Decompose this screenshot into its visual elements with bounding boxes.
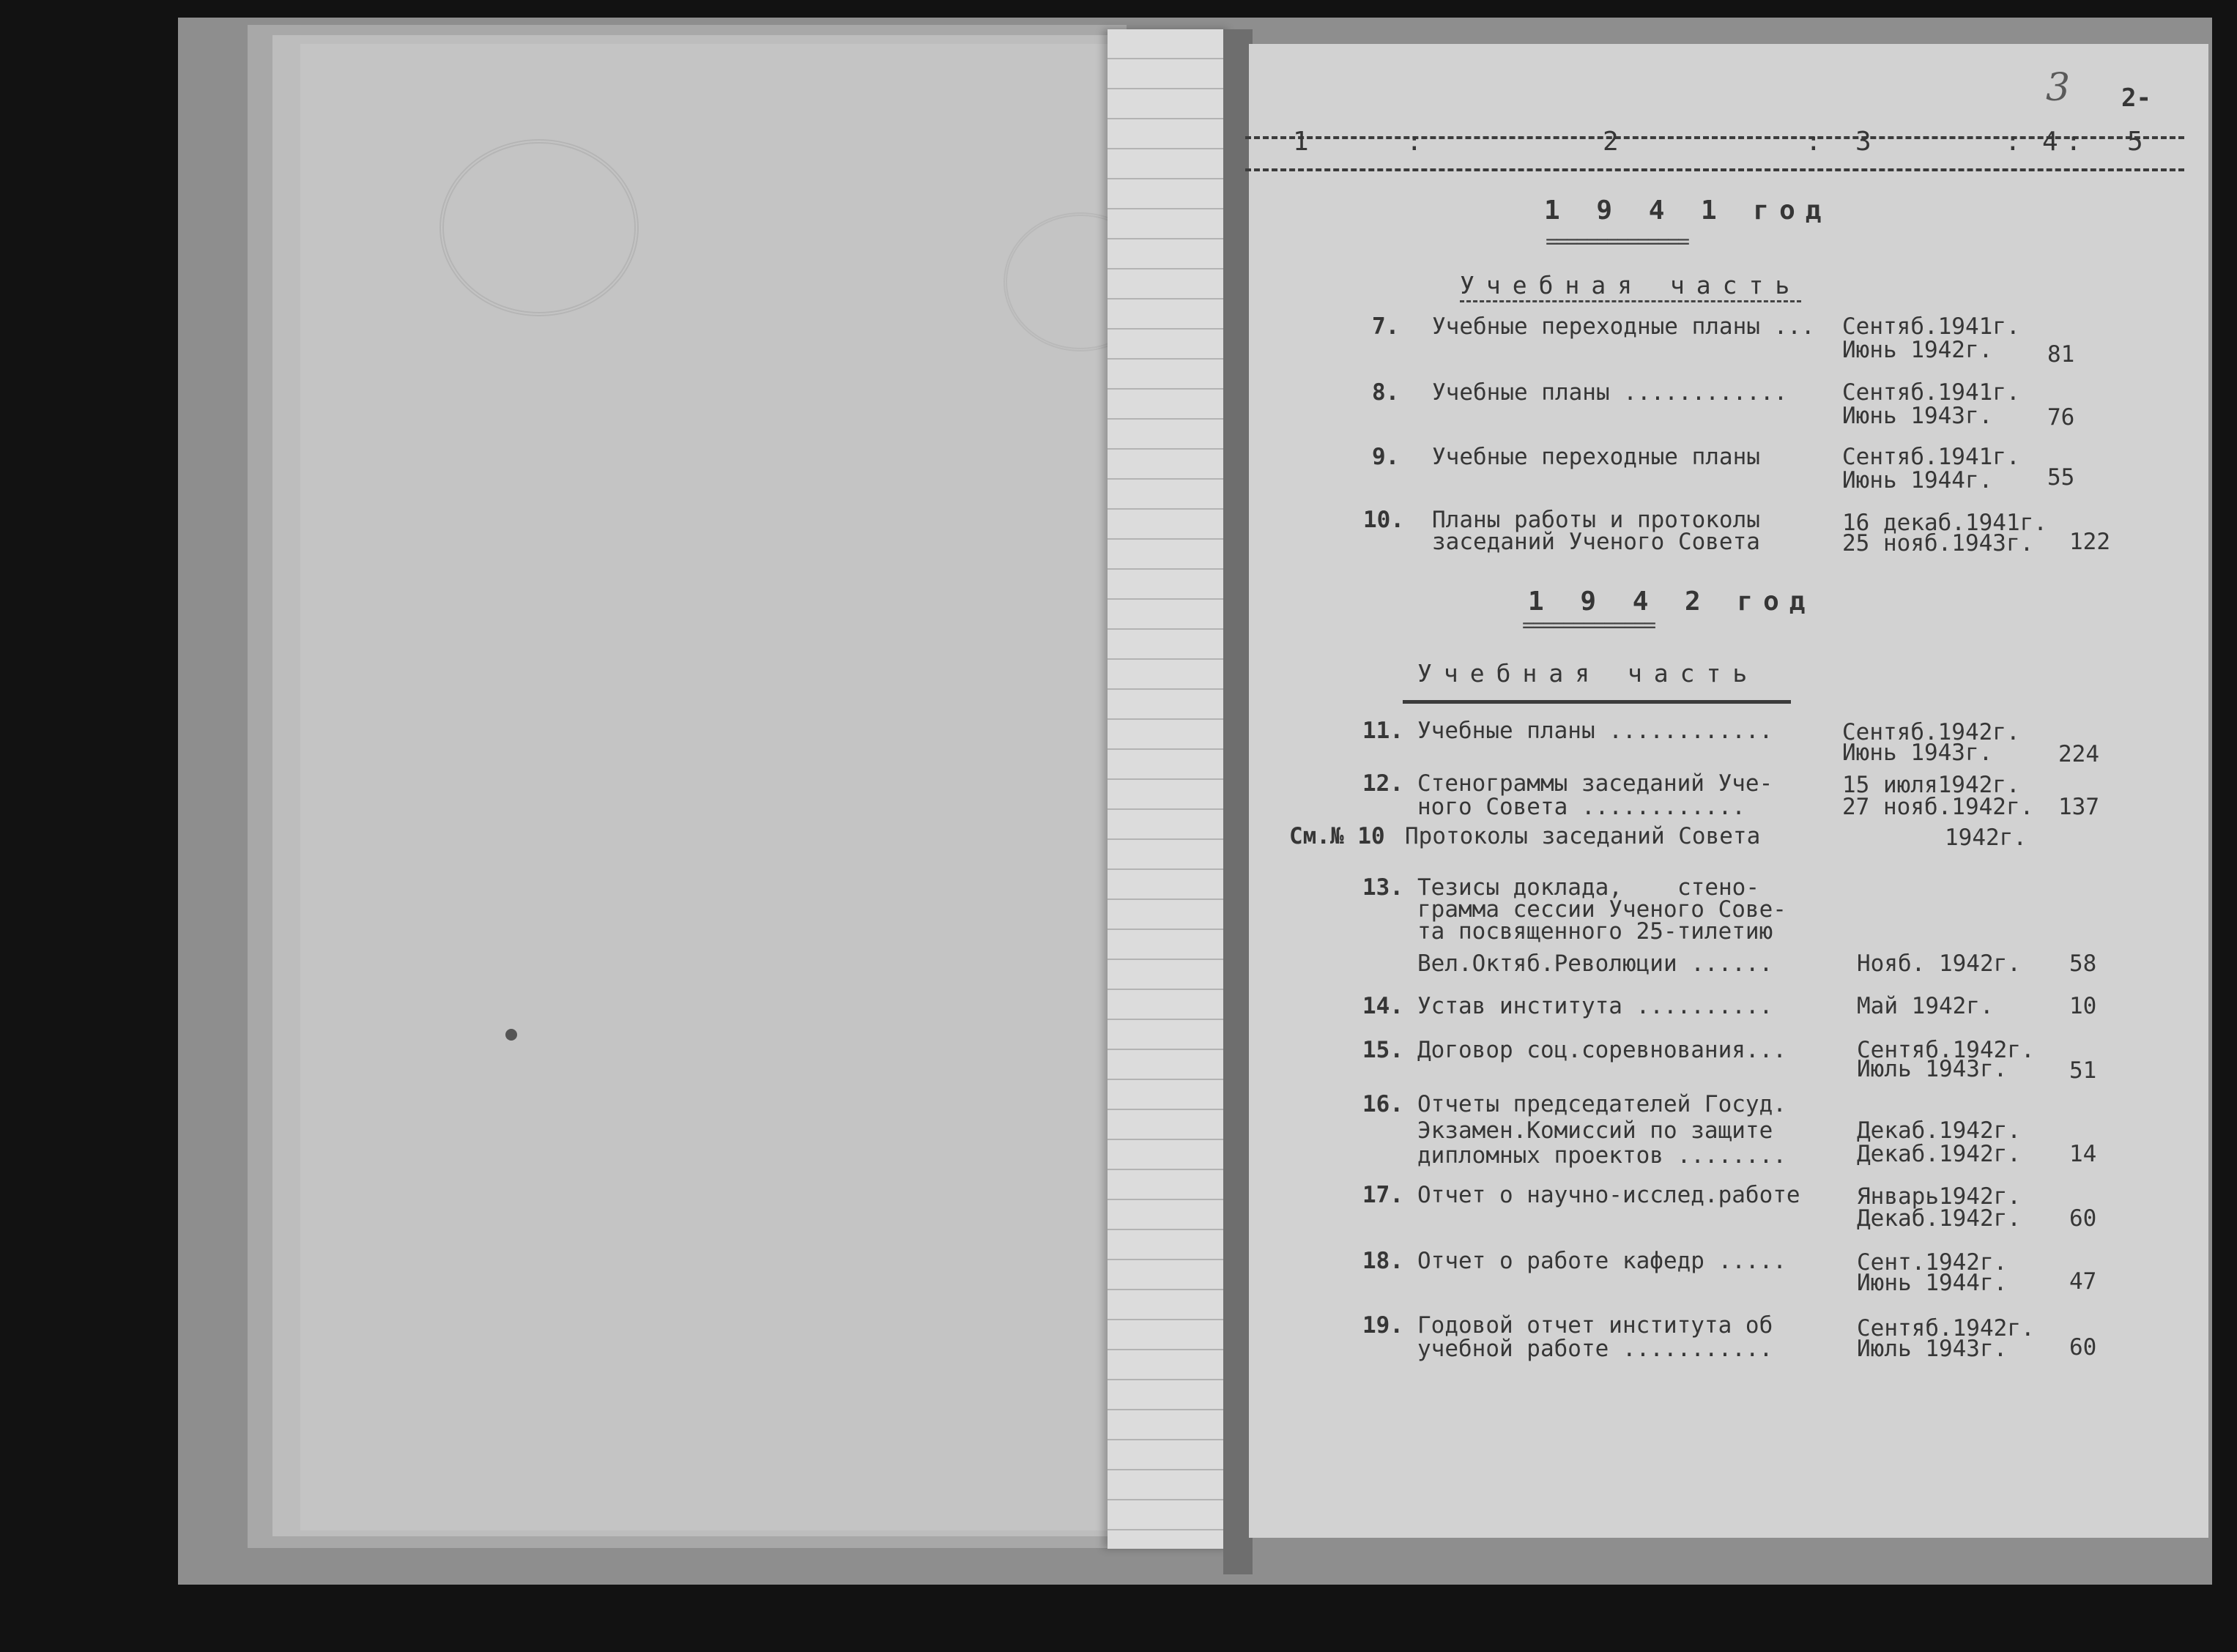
entry-sheets: 122 (2069, 529, 2110, 555)
column-1: 1 (1293, 127, 1309, 157)
entry-title: Годовой отчет института об (1417, 1312, 1773, 1339)
header-rule-bottom (1245, 168, 2184, 171)
entry-sheets: 137 (2058, 794, 2099, 820)
entry-sheets: 224 (2058, 741, 2099, 767)
entry-number: 7. (1372, 313, 1400, 340)
entry-date-end: 25 нояб.1943г. (1842, 530, 2034, 557)
section-underline (1403, 700, 1791, 704)
section-heading-1942: Учебная часть (1417, 659, 1759, 688)
entry-number: 10. (1363, 507, 1404, 533)
entry-title: Учебные переходные планы ... (1432, 313, 1815, 340)
entry-title-cont: грамма сессии Ученого Сове- (1417, 896, 1787, 923)
entry-date-start: Январь1942г. (1857, 1183, 2021, 1210)
section-heading-1941: Учебная часть (1460, 272, 1801, 302)
entry-number: 18. (1362, 1248, 1403, 1274)
column-2: 2 (1603, 127, 1619, 157)
entry-sheets: 55 (2047, 464, 2075, 491)
page-number: 2- (2121, 83, 2151, 113)
entry-date-start: Сентяб.1942г. (1842, 719, 2020, 745)
entry-sheets: 47 (2069, 1268, 2097, 1295)
entry-sheets: 60 (2069, 1205, 2097, 1232)
entry-date-end: Июнь 1944г. (1842, 467, 1993, 494)
entry-title: Отчет о научно-исслед.работе (1417, 1182, 1800, 1208)
entry-number: 14. (1362, 993, 1403, 1019)
entry-title: Отчет о работе кафедр ..... (1417, 1248, 1787, 1274)
entry-date-start: 1942г. (1945, 825, 2027, 851)
entry-title: Устав института .......... (1417, 993, 1773, 1019)
entry-title-cont: учебной работе ........... (1417, 1336, 1773, 1362)
entry-number: 11. (1362, 718, 1403, 744)
entry-sheets: 10 (2069, 993, 2097, 1019)
column-sep: : (1406, 127, 1422, 157)
entry-date-end: Июнь 1943г. (1842, 403, 1993, 429)
year-1941-underline: ============== (1546, 229, 1688, 253)
entry-date-start: 16 декаб.1941г. (1842, 510, 2047, 536)
entry-sheets: 60 (2069, 1334, 2097, 1361)
entry-number: 12. (1362, 770, 1403, 797)
entry-date-end: 27 нояб.1942г. (1842, 794, 2034, 820)
entry-number: 17. (1362, 1182, 1403, 1208)
entry-date-start: Май 1942г. (1857, 993, 1994, 1019)
entry-sheets: 81 (2047, 341, 2075, 368)
entry-date-start: Сентяб.1941г. (1842, 379, 2020, 406)
entry-date-start: Сентяб.1941г. (1842, 313, 2020, 340)
entry-sheets: 51 (2069, 1057, 2097, 1084)
entry-title: Учебные планы ............ (1432, 379, 1788, 406)
entry-title: Учебные переходные планы (1432, 444, 1760, 470)
entry-title: Отчеты председателей Госуд. (1417, 1091, 1787, 1117)
entry-date-end: Декаб.1942г. (1857, 1141, 2021, 1167)
entry-title-cont: ного Совета ............ (1417, 794, 1746, 820)
entry-title: Учебные планы ............ (1417, 718, 1773, 744)
entry-date-start: Сент.1942г. (1857, 1249, 2008, 1276)
entry-title: Стенограммы заседаний Уче- (1417, 770, 1773, 797)
entry-date-end: Июнь 1944г. (1857, 1270, 2008, 1296)
entry-number: 9. (1372, 444, 1400, 470)
year-1941-heading: 1 9 4 1 год (1544, 196, 1832, 226)
entry-number: 16. (1362, 1091, 1403, 1117)
entry-title: Тезисы доклада, (1417, 874, 1622, 901)
column-4: 4 (2042, 127, 2058, 157)
entry-date-start: 15 июля1942г. (1842, 772, 2020, 798)
year-1942-heading: 1 9 4 2 год (1528, 587, 1816, 617)
entry-number: 13. (1362, 874, 1403, 901)
entry-number: 8. (1372, 379, 1400, 406)
entry-number: 19. (1362, 1312, 1403, 1339)
column-3: 3 (1855, 127, 1871, 157)
entry-title-cont: Вел.Октяб.Революции ...... (1417, 950, 1773, 977)
entry-sheets: 76 (2047, 404, 2075, 431)
entry-title-cont: дипломных проектов ........ (1417, 1142, 1787, 1169)
column-sep: : (2066, 127, 2082, 157)
entry-title: Протоколы заседаний Совета (1405, 823, 1761, 849)
cross-reference-number: См.№ 10 (1289, 823, 1385, 849)
entry-date-end: Июль 1943г. (1857, 1056, 2008, 1082)
entry-date-start: Сентяб.1942г. (1857, 1315, 2035, 1342)
column-sep: : (2005, 127, 2021, 157)
entry-title-cont: Экзамен.Комиссий по защите (1417, 1117, 1773, 1144)
entry-title: Планы работы и протоколы (1432, 507, 1760, 533)
entry-title-cont: та посвященного 25-тилетию (1417, 918, 1773, 945)
year-1942-underline: ============= (1522, 613, 1655, 637)
entry-date-end: Декаб.1942г. (1857, 1205, 2021, 1232)
entry-date-start: Нояб. 1942г. (1857, 950, 2021, 977)
entry-sheets: 58 (2069, 950, 2097, 977)
entry-title: Договор соц.соревнования... (1417, 1037, 1787, 1063)
entry-date-end: Июнь 1942г. (1842, 337, 1993, 363)
entry-sheets: 14 (2069, 1141, 2097, 1167)
entry-title-cont: заседаний Ученого Совета (1432, 529, 1760, 555)
entry-date-start: Сентяб.1941г. (1842, 444, 2020, 470)
column-sep: : (1806, 127, 1822, 157)
entry-number: 15. (1362, 1037, 1403, 1063)
column-5: 5 (2127, 127, 2143, 157)
sheet-number-handwritten: 3 (2046, 66, 2071, 110)
entry-date-end: Июль 1943г. (1857, 1336, 2008, 1362)
entry-date-start: Сентяб.1942г. (1857, 1037, 2035, 1063)
entry-title-cont: стено- (1677, 874, 1759, 901)
entry-date-end: Июнь 1943г. (1842, 740, 1993, 766)
entry-date-start: Декаб.1942г. (1857, 1117, 2021, 1144)
